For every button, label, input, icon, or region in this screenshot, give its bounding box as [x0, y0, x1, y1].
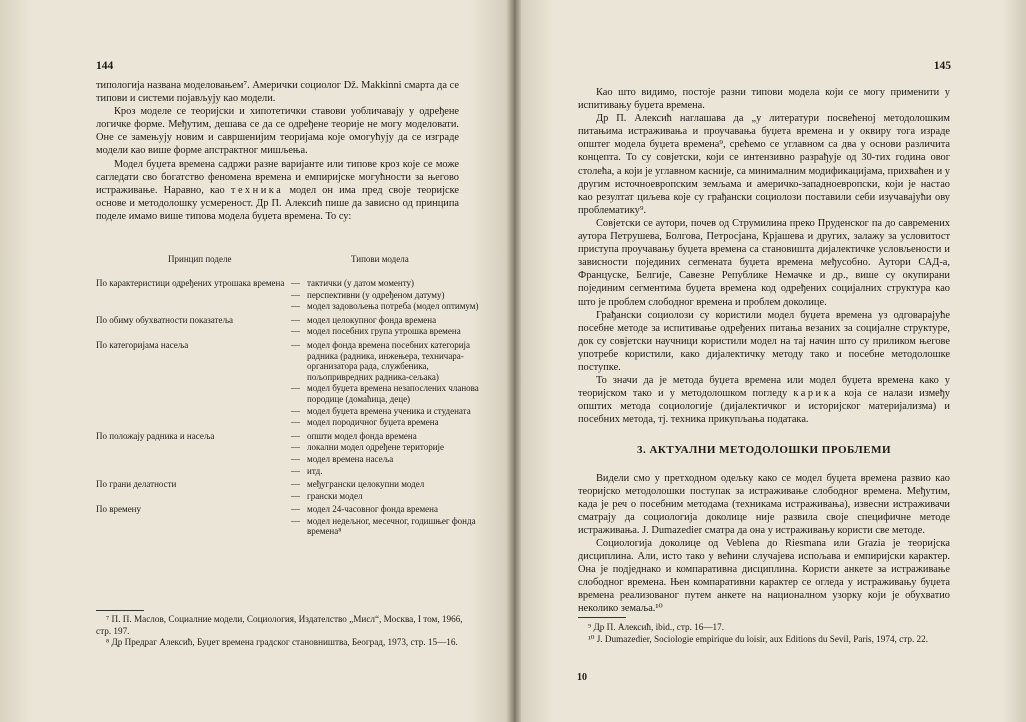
right-p5-start: То значи да је метода буџета времена или модел буџета времена како у теоријском тако и у методолошком погледу — [578, 375, 950, 400]
left-paragraph-2: Кроз моделе се теоријски и хипотетички ставови уобличавају у одређене логичке форме. Међутим, дешава се да се одређене теорије не могу моделовати. Оне се замењују новим и савршенијим теоријама које омогућују да се изграде модели као више форме апстрактног мишљења. — [96, 106, 459, 157]
table-types-cell — [291, 431, 481, 477]
left-paragraph-1: типологија названа моделовањем⁷. Амерички социолог Dž. Makkinni смарта да се типови и системи појављују као модели. — [96, 80, 459, 105]
table-row — [96, 431, 481, 477]
right-paragraph-6: Видели смо у претходном одељку како се модел буџета времена развио као теоријско методолошки поступак за истраживање слободног времена. Међутим, када је реч о посебним методама (техникама истраживања), извесни истраживачи сматрају да социологија доколице није развила своје специфичне методе истраживања. J. Dumazedier сматра да она у истраживању користи све методе. — [578, 472, 950, 536]
table-principle-cell: По обиму обухватности показатеља — [96, 314, 234, 325]
right-paragraph-1: Као што видимо, постоје разни типови модела који се могу применити у испитивању буџета времена. — [578, 87, 950, 112]
left-paragraph-3 — [96, 158, 459, 223]
right-paragraph-2: Др П. Алексић наглашава да „у литератури посвећеној методолошким питањима истраживања и проучавања буџета времена и у оквиру тога израде општег модела буџета времена⁹, срећемо се углавном са два у основи различита концепта. То су совјетски, који се интензивно разрађује од 30-тих година овог столећа, а који је углавном касније, са минималним модификацијама, прихваћен и у другим источноевропским земљама и америчко-западноевропски, који је настао као резултат циљева које су грађански социолози поставили себи изучавајући ову проблематику⁹. — [578, 113, 950, 216]
table-type-item — [291, 431, 481, 442]
table-types-cell — [291, 278, 481, 313]
dash-bullet: — — [291, 453, 300, 464]
table-type-text: локални модел одређене територије — [307, 442, 445, 453]
table-type-item — [291, 417, 481, 428]
table-row — [96, 340, 481, 429]
dash-bullet: — — [291, 405, 300, 416]
table-principle-cell: По категоријама насеља — [96, 339, 189, 350]
table-type-text: модел буџета времена незапослених чланова породице (домаћица, деце) — [307, 383, 479, 404]
dash-bullet: — — [291, 314, 300, 325]
dash-bullet: — — [291, 339, 300, 350]
table-type-item — [291, 290, 481, 301]
table-type-text: перспективни (у одређеном датуму) — [307, 289, 445, 300]
table-type-text: модел породичног буџета времена — [307, 417, 439, 428]
footnote-10: ¹⁰ J. Dumazedier, Sociologie empirique du loisir, aux Editions du Sevil, Paris, 1974, стр. 22. — [588, 633, 929, 644]
table-type-item — [291, 383, 481, 404]
dash-bullet: — — [291, 504, 300, 515]
table-type-item — [291, 315, 481, 326]
dash-bullet: — — [291, 490, 300, 501]
table-type-text: грански модел — [307, 490, 363, 501]
table-type-text: итд. — [307, 465, 323, 476]
table-type-item — [291, 479, 481, 490]
table-row — [96, 479, 481, 502]
left-body-text — [96, 79, 459, 223]
left-p3-end: модел он има пред своје теоријске основе и методолошку усмереност. Др П. Алексић пише да зависно од принципа поделе имамо више типова модела буџета времена. То су: — [96, 184, 459, 222]
page-number-left: 144 — [96, 60, 114, 72]
table-type-text: модел времена насеља — [307, 453, 394, 464]
right-paragraph-3: Совјетски се аутори, почев од Струмилина преко Пруденског па до савремених аутора Петрушева, Болгова, Петросјана, Крјашева и других, залажу за условитост приступа проучавању буџета времена са становишта дијалектичке условљености и зависности појединих сегмената буџета времена међусобно. Аутори САД-а, Француске, Белгије, Савезне Републике Немачке и др., више су окупирани појединим сегментима буџета времена код одређених социјалних структура као што је проблем слободног времена и проблем доколице. — [578, 217, 950, 308]
table-principle-cell: По времену — [96, 504, 141, 515]
table-type-item — [291, 504, 481, 515]
table-type-text: модел 24-часовног фонда времена — [307, 504, 438, 515]
footnote-8: ⁸ Др Предраг Алексић, Буџет времена градског становништва, Београд, 1973, стр. 15—16. — [106, 637, 458, 647]
right-p5-end: која се налази између општих метода социологије (дијалектичког и историјског материјализма) и посебних метода, тј. техника прикупљања података. — [578, 388, 950, 426]
dash-bullet: — — [291, 442, 300, 453]
left-p3-spaced: техника — [230, 184, 284, 196]
right-paragraph-5 — [578, 374, 950, 426]
footnote-9: ⁹ Др П. Алексић, ibid., стр. 16—17. — [588, 622, 725, 632]
right-p5-spaced: карика — [793, 388, 839, 400]
dash-bullet: — — [291, 417, 300, 428]
table-principle-cell: По карактеристици одређених утрошака времена — [96, 278, 285, 288]
footnote-7: ⁷ П. П. Маслов, Социалние модели, Социология, Издателство „Мисл“, Москва, I том, 1966, стр. 197. — [96, 614, 463, 636]
table-type-item — [291, 491, 481, 502]
table-type-text: модел целокупног фонда времена — [307, 314, 437, 325]
table-type-text: модел посебних група утрошка времена — [307, 326, 461, 337]
table-type-item — [291, 406, 481, 417]
table-type-item — [291, 442, 481, 453]
table-type-text: модел буџета времена ученика и студената — [307, 405, 471, 416]
right-page — [513, 0, 1026, 722]
table-header — [96, 254, 481, 278]
table-col2-header: Типови модела — [351, 254, 409, 264]
page-number-right: 145 — [933, 60, 951, 72]
table-type-item — [291, 340, 481, 382]
table-type-text: међугрански целокупни модел — [307, 479, 425, 490]
table-types-cell — [291, 504, 481, 538]
right-paragraph-4: Грађански социолози су користили модел буџета времена уз одговарајуће посебне методе за испитивање одређених питања везаних за социјалне структуре, док су совјетски научници користили модел на тај начин што су приликом његове употребе користили, како дијалектичку методу тако и посебне методолошке поступке. — [578, 309, 950, 373]
table-type-text: модел задовољења потреба (модел оптимум) — [307, 301, 479, 312]
table-principle-cell: По грани делатности — [96, 479, 177, 490]
dash-bullet: — — [291, 479, 300, 490]
table-type-item — [291, 466, 481, 477]
left-p3-start: Модел буџета времена садржи разне варијанте или типове кроз које се може сагледати сво богатство феномена времена и емпиријске могућности за његово истраживање. Наравно, као — [96, 158, 459, 196]
footnote-rule-right — [578, 617, 626, 618]
table-type-item — [291, 301, 481, 312]
section-heading: 3. АКТУАЛНИ МЕТОДОЛОШКИ ПРОБЛЕМИ — [636, 444, 892, 457]
dash-bullet: — — [291, 326, 300, 337]
table-type-text: модел недељног, месечног, годишњег фонда времена⁸ — [307, 515, 476, 537]
table-type-item — [291, 278, 481, 289]
table-type-text: модел фонда времена посебних категорија радника (радника, инжењера, техничара-организатора рада, службеника, пољопривредних радника-сељака) — [307, 339, 471, 382]
table-type-text: тактички (у датом моменту) — [307, 278, 415, 288]
table-row — [96, 278, 481, 313]
table-row — [96, 315, 481, 338]
dash-bullet: — — [291, 465, 300, 476]
dash-bullet: — — [291, 278, 300, 288]
signature-number: 10 — [577, 672, 587, 683]
table-principle-cell: По положају радника и насеља — [96, 430, 215, 441]
table-types-cell — [291, 479, 481, 502]
table-type-item — [291, 516, 481, 537]
dash-bullet: — — [291, 289, 300, 300]
table-type-text: општи модел фонда времена — [307, 430, 417, 441]
dash-bullet: — — [291, 301, 300, 312]
table-types-cell — [291, 340, 481, 429]
table-type-item — [291, 454, 481, 465]
table-row — [96, 504, 481, 538]
right-paragraph-7: Социологија доколице од Veblena до Riesmana или Grazia је теоријска дисциплина. Али, исто тако у већини случајева испољава и емпиријски карактер. Она је подједнако и компаративна дисциплина. Користи анкете за истраживање слободног времена. Њен компаративни карактер се огледа у истраживању буџета времена реализованог путем анкете на националном узорку који је обухватио неколико земаља.¹⁰ — [578, 538, 950, 615]
dash-bullet: — — [291, 430, 300, 441]
dash-bullet: — — [291, 383, 300, 394]
table-types-cell — [291, 315, 481, 338]
left-footnotes — [96, 614, 466, 649]
footnote-rule-left — [96, 610, 144, 611]
model-types-table — [96, 254, 481, 540]
right-footnotes — [578, 622, 950, 645]
table-type-item — [291, 326, 481, 337]
dash-bullet: — — [291, 515, 300, 526]
right-body-text — [578, 86, 950, 616]
table-col1-header: Принцип поделе — [168, 254, 232, 264]
book-gutter — [507, 0, 521, 722]
